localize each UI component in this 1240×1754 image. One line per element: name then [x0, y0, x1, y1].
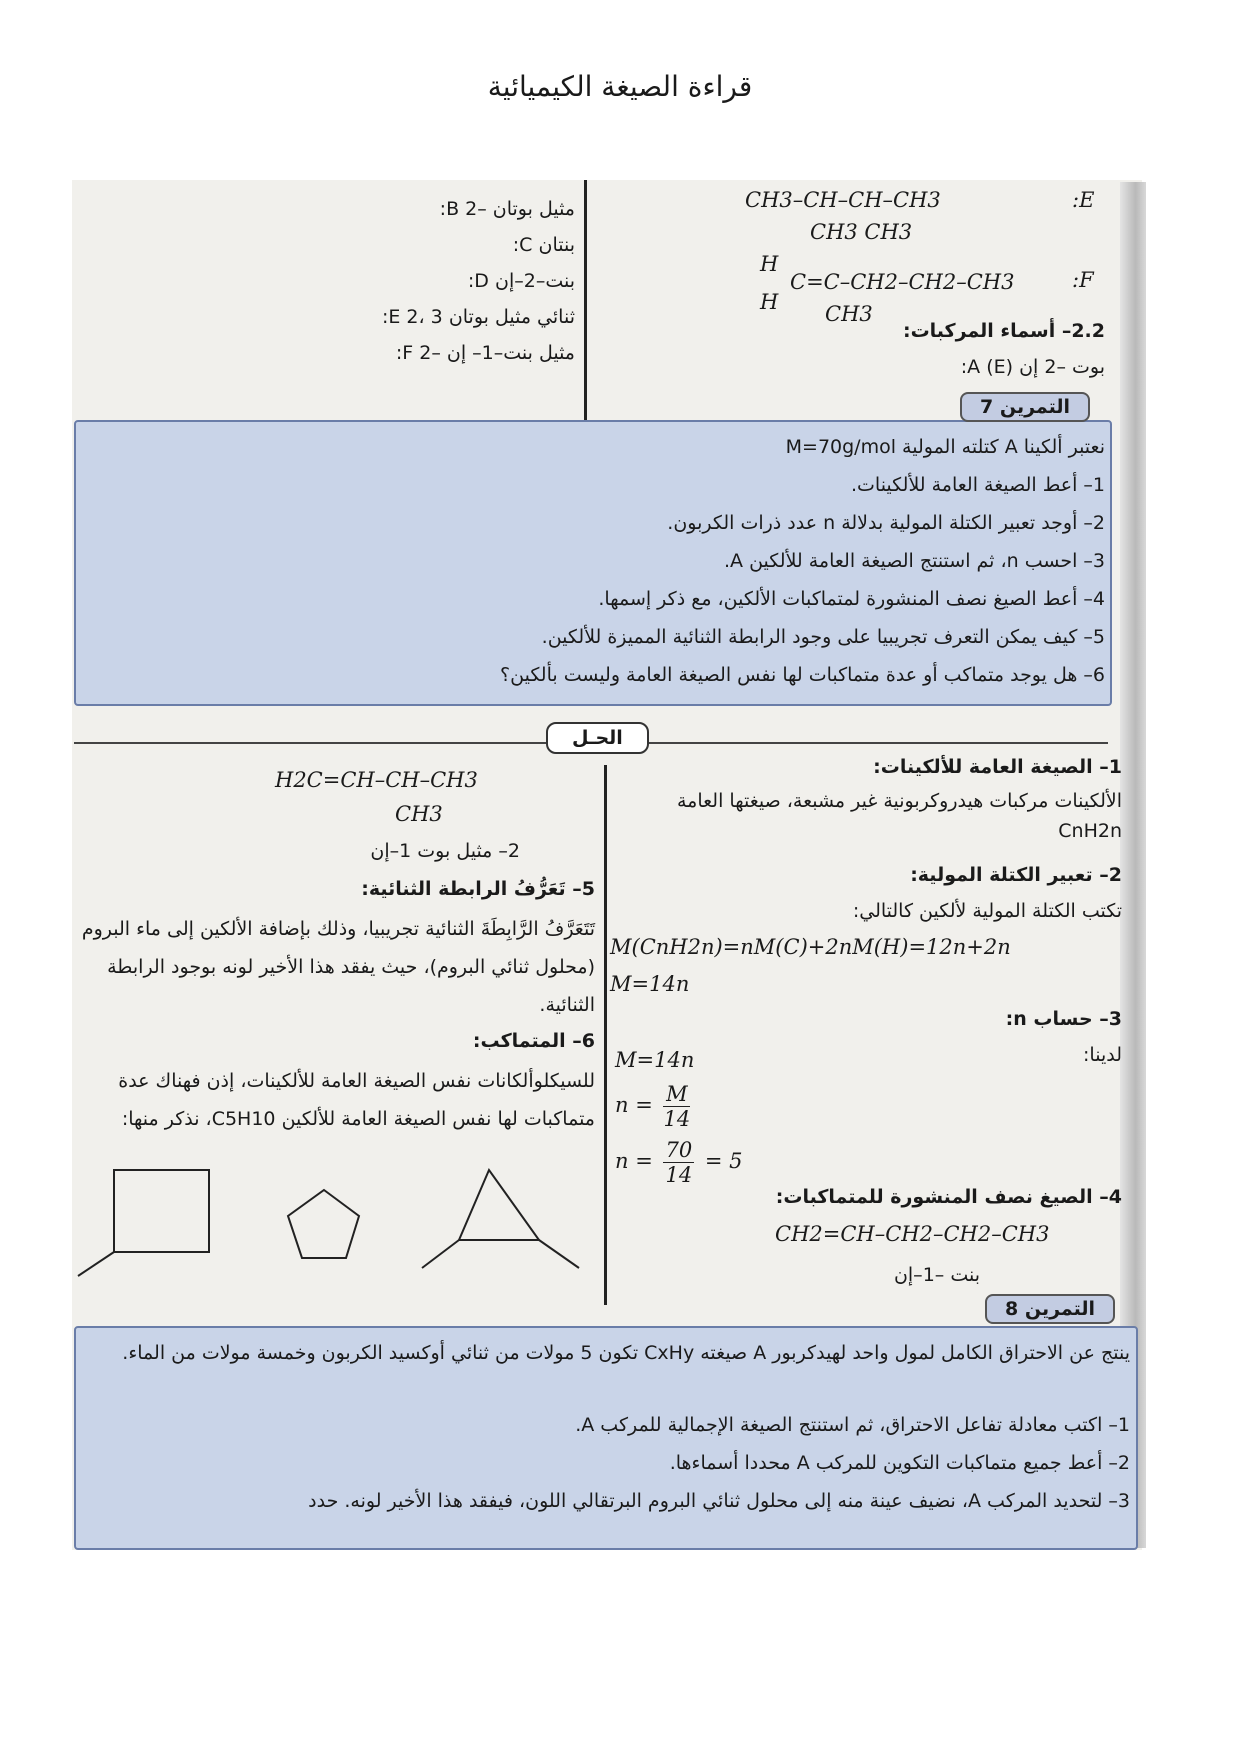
left-formula-main: H2C=CH–CH–CH3	[275, 768, 478, 792]
solution-column-divider	[604, 765, 607, 1305]
eq4-denominator: 14	[663, 1107, 691, 1131]
eq5-numerator: 70	[665, 1138, 693, 1162]
sol-paragraph-2: تكتب الكتلة المولية لألكين كالتالي:	[852, 900, 1122, 922]
sol-equation-4	[615, 1082, 694, 1131]
exercise7-question-4: 4– أعط الصيغ نصف المنشورة لمتماكبات الألكين، مع ذكر إسمها.	[598, 588, 1105, 610]
eq5-fraction	[663, 1138, 694, 1187]
exercise7-question-2: 2– أوجد تعبير الكتلة المولية بدلالة n عدد ذرات الكربون.	[667, 512, 1105, 534]
names-heading: 2.2– أسماء المركبات:	[902, 320, 1105, 342]
eq5-lhs: n =	[615, 1149, 653, 1173]
eq4-fraction	[663, 1082, 690, 1131]
top-column-divider	[584, 180, 587, 420]
top-left-item-F: :F 2– مثيل بنت–1– إن	[395, 342, 575, 364]
sol-equation-2: M=14n	[610, 972, 690, 996]
sol-equation-1: M(CnH2n)=nM(C)+2nM(H)=12n+2n	[610, 935, 1011, 959]
sol-heading-3: 3– حساب n:	[1005, 1008, 1122, 1030]
exercise7-question-1: 1– أعط الصيغة العامة للألكينات.	[850, 474, 1105, 496]
exercise8-question-3: 3– لتحديد المركب A، نضيف عينة منه إلى محلول ثنائي البروم البرتقالي اللون، فيفقد هذا الأخير لونه. حدد	[308, 1490, 1130, 1512]
exercise7-question-3: 3– احسب n، ثم استنتج الصيغة العامة للألكين A.	[724, 550, 1105, 572]
exercise7-intro: نعتبر ألكينا A كتلته المولية M=70g/mol	[785, 436, 1105, 458]
sol-heading-4: 4– الصيغ نصف المنشورة للمتماكبات:	[775, 1186, 1122, 1208]
cyclopropane-shape	[422, 1170, 579, 1268]
exercise7-tab: التمرين 7	[960, 392, 1090, 422]
cycloalkane-drawings	[74, 1160, 604, 1300]
F-H-bottom: H	[760, 290, 779, 314]
sol-name-6: بنت –1–إن	[893, 1264, 980, 1286]
sol-paragraph-5: تَتَعَرَّفُ الرَّابِطَةَ الثنائية تجريبيا، وذلك بإضافة الألكين إلى ماء البروم (محلول ثنائي البروم)، حيث يفقد هذا الأخير لونه بوجود الرابطة الثنائية.	[81, 918, 595, 1016]
sol-paragraph-6: للسيكلوألكانات نفس الصيغة العامة للألكينات، إذن فهناك عدة متماكبات لها نفس الصيغة العامة للألكين C5H10، نذكر منها:	[118, 1070, 595, 1130]
E-label: :E	[1072, 188, 1095, 212]
cyclobutane-methyl-shape	[78, 1170, 209, 1276]
top-left-item-C: :C بنتان	[512, 234, 575, 256]
eq5-rhs: = 5	[704, 1149, 743, 1173]
solution-tab: الحـل	[546, 722, 649, 754]
sol-heading-6: 6– المتماكب:	[472, 1030, 595, 1052]
eq4-lhs: n =	[615, 1093, 653, 1117]
E-formula-main: CH3–CH–CH–CH3	[745, 188, 941, 212]
exercise7-question-5: 5– كيف يمكن التعرف تجريبيا على وجود الرابطة الثنائية المميزة للألكين.	[541, 626, 1105, 648]
page-title: قراءة الصيغة الكيميائية	[487, 70, 753, 103]
exercise8-intro: ينتج عن الاحتراق الكامل لمول واحد لهيدكربور A صيغته CxHy تكون 5 مولات من ثنائي أوكسيد الكربون وخمسة مولات من الماء.	[122, 1342, 1130, 1364]
sol-paragraph-1: الألكينات مركبات هيدروكربونية غير مشبعة، صيغتها العامة CnH2n	[676, 790, 1122, 842]
eq4-numerator: M	[663, 1082, 690, 1107]
top-left-item-D: :D بنت–2–إن	[467, 270, 575, 292]
exercise8-question-2: 2– أعط جميع متماكبات التكوين للمركب A محددا أسماءها.	[669, 1452, 1130, 1474]
exercise8-tab: التمرين 8	[985, 1294, 1115, 1324]
sol-paragraph-3: لدينا:	[1083, 1044, 1122, 1066]
A-name: :A (E) بوت –2 إن	[960, 356, 1105, 378]
left-isomer-name: 2– مثيل بوت 1–إن	[370, 840, 520, 862]
F-label: :F	[1072, 268, 1094, 292]
sol-equation-6: CH2=CH–CH2–CH2–CH3	[775, 1222, 1050, 1246]
E-formula-branches: CH3 CH3	[810, 220, 913, 244]
sol-equation-3: M=14n	[615, 1048, 695, 1072]
exercise8-question-1: 1– اكتب معادلة تفاعل الاحتراق، ثم استنتج الصيغة الإجمالية للمركب A.	[575, 1414, 1130, 1436]
sol-heading-1: 1– الصيغة العامة للألكينات:	[873, 756, 1122, 778]
sol-equation-5	[615, 1138, 743, 1187]
sol-heading-2: 2– تعبير الكتلة المولية:	[910, 864, 1122, 886]
exercise7-question-6: 6– هل يوجد متماكب أو عدة متماكبات لها نفس الصيغة العامة وليست بألكين؟	[500, 664, 1105, 686]
eq5-denominator: 14	[665, 1163, 693, 1187]
top-left-item-E: :E 2، 3 ثنائي مثيل بوتان	[381, 306, 575, 328]
F-H-top: H	[760, 252, 779, 276]
cyclopentane-shape	[288, 1190, 359, 1258]
top-left-item-B: :B 2– مثيل بوتان	[439, 198, 575, 220]
F-formula-branch: CH3	[825, 302, 873, 326]
sol-heading-5: 5– تَعَرُّفُ الرابطة الثنائية:	[361, 878, 595, 900]
left-formula-branch: CH3	[395, 802, 443, 826]
F-formula-main: C=C–CH2–CH2–CH3	[790, 270, 1015, 294]
